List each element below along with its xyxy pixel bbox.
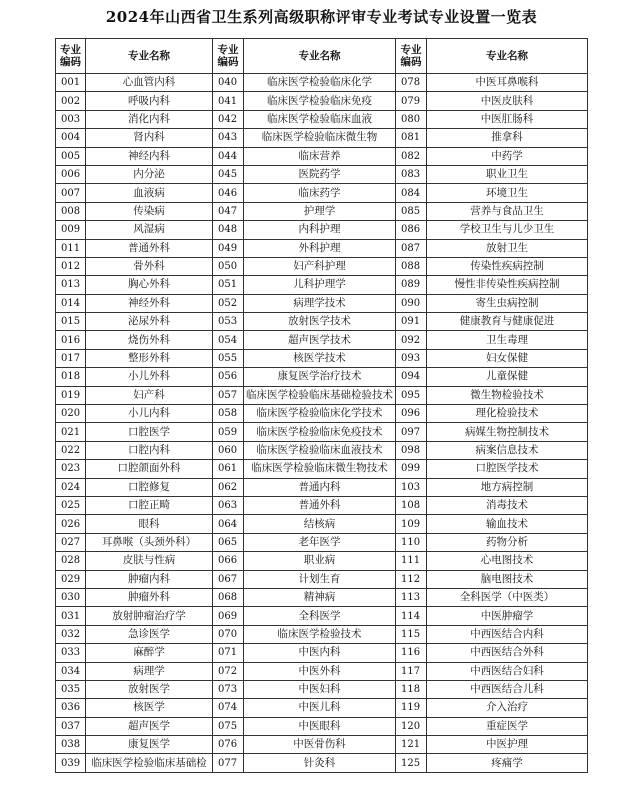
specialty-code: 034 xyxy=(56,662,86,680)
header-code: 专业 编码 xyxy=(56,39,86,74)
specialty-code: 046 xyxy=(213,184,244,202)
specialty-name: 临床医学检验临床基础检 xyxy=(86,754,213,772)
specialty-name: 皮肤与性病 xyxy=(86,552,213,570)
specialty-code: 016 xyxy=(56,331,86,349)
specialty-name: 康复医学 xyxy=(86,736,213,754)
table-row xyxy=(56,496,588,514)
table-row xyxy=(56,441,588,459)
specialty-name: 营养与食品卫生 xyxy=(427,202,588,220)
specialty-code: 057 xyxy=(213,386,244,404)
specialty-code: 023 xyxy=(56,460,86,478)
specialty-code: 092 xyxy=(396,331,427,349)
specialty-code: 090 xyxy=(396,294,427,312)
table-row xyxy=(56,588,588,606)
specialty-name: 临床药学 xyxy=(244,184,396,202)
specialty-name: 肿瘤外科 xyxy=(86,588,213,606)
specialty-name: 老年医学 xyxy=(244,533,396,551)
specialty-code: 064 xyxy=(213,515,244,533)
specialty-code: 094 xyxy=(396,368,427,386)
specialty-code: 021 xyxy=(56,423,86,441)
specialty-code: 110 xyxy=(396,533,427,551)
specialty-name: 中医内科 xyxy=(244,644,396,662)
specialty-name: 微生物检验技术 xyxy=(427,386,588,404)
specialty-name: 外科护理 xyxy=(244,239,396,257)
specialty-name: 慢性非传染性疾病控制 xyxy=(427,276,588,294)
specialty-code: 068 xyxy=(213,588,244,606)
specialty-name: 职业卫生 xyxy=(427,165,588,183)
table-row xyxy=(56,717,588,735)
specialty-name: 计划生育 xyxy=(244,570,396,588)
specialty-code: 055 xyxy=(213,349,244,367)
specialty-code: 037 xyxy=(56,717,86,735)
specialty-code: 111 xyxy=(396,552,427,570)
specialty-name: 临床营养 xyxy=(244,147,396,165)
specialty-name: 护理学 xyxy=(244,202,396,220)
specialty-name: 临床医学检验临床免疫技术 xyxy=(244,423,396,441)
table-row xyxy=(56,294,588,312)
specialty-name: 健康教育与健康促进 xyxy=(427,313,588,331)
specialty-name: 传染性疾病控制 xyxy=(427,257,588,275)
specialty-code: 059 xyxy=(213,423,244,441)
table-row xyxy=(56,202,588,220)
specialty-name: 神经外科 xyxy=(86,294,213,312)
header-code: 专业 编码 xyxy=(213,39,244,74)
specialty-code: 062 xyxy=(213,478,244,496)
specialty-name: 临床医学检验临床基础检验技术 xyxy=(244,386,396,404)
specialty-name: 小儿外科 xyxy=(86,368,213,386)
specialty-name: 神经内科 xyxy=(86,147,213,165)
specialty-code: 082 xyxy=(396,147,427,165)
specialty-code: 061 xyxy=(213,460,244,478)
specialty-name: 病媒生物控制技术 xyxy=(427,423,588,441)
table-row xyxy=(56,607,588,625)
specialty-code: 088 xyxy=(396,257,427,275)
specialty-code: 004 xyxy=(56,129,86,147)
specialty-code: 078 xyxy=(396,74,427,92)
specialty-code: 067 xyxy=(213,570,244,588)
specialty-name: 放射肿瘤治疗学 xyxy=(86,607,213,625)
specialty-code: 017 xyxy=(56,349,86,367)
specialty-code: 066 xyxy=(213,552,244,570)
specialty-code: 033 xyxy=(56,644,86,662)
specialty-table xyxy=(55,38,588,773)
specialty-name: 中西医结合儿科 xyxy=(427,680,588,698)
specialty-code: 103 xyxy=(396,478,427,496)
specialty-code: 041 xyxy=(213,92,244,110)
table-row xyxy=(56,515,588,533)
specialty-code: 011 xyxy=(56,239,86,257)
specialty-name: 肾内科 xyxy=(86,129,213,147)
specialty-code: 073 xyxy=(213,680,244,698)
specialty-code: 075 xyxy=(213,717,244,735)
specialty-code: 018 xyxy=(56,368,86,386)
specialty-name: 精神病 xyxy=(244,588,396,606)
table-row xyxy=(56,405,588,423)
specialty-code: 116 xyxy=(396,644,427,662)
specialty-name: 超声医学技术 xyxy=(244,331,396,349)
specialty-code: 077 xyxy=(213,754,244,772)
specialty-code: 099 xyxy=(396,460,427,478)
specialty-name: 临床医学检验临床血液 xyxy=(244,110,396,128)
specialty-name: 口腔医学技术 xyxy=(427,460,588,478)
specialty-name: 卫生毒理 xyxy=(427,331,588,349)
table-row xyxy=(56,552,588,570)
specialty-name: 中医护理 xyxy=(427,736,588,754)
specialty-code: 084 xyxy=(396,184,427,202)
specialty-name: 泌尿外科 xyxy=(86,313,213,331)
header-row xyxy=(56,39,588,74)
specialty-code: 108 xyxy=(396,496,427,514)
specialty-name: 病理学技术 xyxy=(244,294,396,312)
specialty-name: 全科医学 xyxy=(244,607,396,625)
specialty-name: 心电图技术 xyxy=(427,552,588,570)
table-row xyxy=(56,736,588,754)
specialty-code: 089 xyxy=(396,276,427,294)
specialty-code: 043 xyxy=(213,129,244,147)
table-row xyxy=(56,662,588,680)
specialty-name: 口腔颌面外科 xyxy=(86,460,213,478)
page-title: 2024年山西省卫生系列高级职称评审专业考试专业设置一览表 xyxy=(105,8,538,26)
specialty-code: 069 xyxy=(213,607,244,625)
specialty-name: 核医学技术 xyxy=(244,349,396,367)
specialty-code: 022 xyxy=(56,441,86,459)
specialty-code: 012 xyxy=(56,257,86,275)
specialty-name: 疼痛学 xyxy=(427,754,588,772)
specialty-code: 040 xyxy=(213,74,244,92)
specialty-name: 普通外科 xyxy=(244,496,396,514)
specialty-name: 推拿科 xyxy=(427,129,588,147)
specialty-name: 临床医学检验临床化学 xyxy=(244,74,396,92)
specialty-name: 内分泌 xyxy=(86,165,213,183)
specialty-code: 038 xyxy=(56,736,86,754)
specialty-name: 整形外科 xyxy=(86,349,213,367)
table-row xyxy=(56,313,588,331)
table-row xyxy=(56,533,588,551)
specialty-name: 康复医学治疗技术 xyxy=(244,368,396,386)
specialty-name: 输血技术 xyxy=(427,515,588,533)
header-name: 专业名称 xyxy=(244,39,396,74)
table-row xyxy=(56,221,588,239)
specialty-code: 065 xyxy=(213,533,244,551)
specialty-code: 027 xyxy=(56,533,86,551)
specialty-name: 消毒技术 xyxy=(427,496,588,514)
specialty-code: 054 xyxy=(213,331,244,349)
specialty-name: 超声医学 xyxy=(86,717,213,735)
specialty-code: 085 xyxy=(396,202,427,220)
specialty-name: 心血管内科 xyxy=(86,74,213,92)
specialty-code: 120 xyxy=(396,717,427,735)
specialty-code: 115 xyxy=(396,625,427,643)
table-row xyxy=(56,129,588,147)
specialty-code: 025 xyxy=(56,496,86,514)
table-row xyxy=(56,349,588,367)
table-row xyxy=(56,754,588,772)
specialty-name: 中医耳鼻喉科 xyxy=(427,74,588,92)
specialty-name: 临床医学检验临床微生物 xyxy=(244,129,396,147)
specialty-code: 047 xyxy=(213,202,244,220)
specialty-name: 普通外科 xyxy=(86,239,213,257)
specialty-name: 眼科 xyxy=(86,515,213,533)
specialty-code: 074 xyxy=(213,699,244,717)
specialty-name: 医院药学 xyxy=(244,165,396,183)
specialty-code: 006 xyxy=(56,165,86,183)
table-row xyxy=(56,478,588,496)
specialty-code: 117 xyxy=(396,662,427,680)
specialty-name: 临床医学检验临床血液技术 xyxy=(244,441,396,459)
specialty-code: 091 xyxy=(396,313,427,331)
specialty-name: 重症医学 xyxy=(427,717,588,735)
specialty-code: 031 xyxy=(56,607,86,625)
specialty-code: 058 xyxy=(213,405,244,423)
specialty-name: 妇产科护理 xyxy=(244,257,396,275)
table-row xyxy=(56,460,588,478)
specialty-code: 053 xyxy=(213,313,244,331)
specialty-code: 014 xyxy=(56,294,86,312)
specialty-name: 临床医学检验临床化学技术 xyxy=(244,405,396,423)
table-row xyxy=(56,644,588,662)
specialty-code: 109 xyxy=(396,515,427,533)
specialty-code: 003 xyxy=(56,110,86,128)
specialty-code: 002 xyxy=(56,92,86,110)
specialty-code: 080 xyxy=(396,110,427,128)
table-row xyxy=(56,165,588,183)
specialty-name: 核医学 xyxy=(86,699,213,717)
specialty-name: 临床医学检验临床免疫 xyxy=(244,92,396,110)
specialty-code: 051 xyxy=(213,276,244,294)
specialty-name: 传染病 xyxy=(86,202,213,220)
specialty-name: 儿童保健 xyxy=(427,368,588,386)
specialty-name: 耳鼻喉（头颈外科） xyxy=(86,533,213,551)
table-row xyxy=(56,239,588,257)
specialty-name: 脑电图技术 xyxy=(427,570,588,588)
specialty-code: 060 xyxy=(213,441,244,459)
specialty-name: 学校卫生与儿少卫生 xyxy=(427,221,588,239)
specialty-name: 风湿病 xyxy=(86,221,213,239)
specialty-code: 063 xyxy=(213,496,244,514)
specialty-name: 骨外科 xyxy=(86,257,213,275)
specialty-code: 112 xyxy=(396,570,427,588)
specialty-name: 血液病 xyxy=(86,184,213,202)
specialty-name: 理化检验技术 xyxy=(427,405,588,423)
specialty-code: 032 xyxy=(56,625,86,643)
specialty-name: 结核病 xyxy=(244,515,396,533)
specialty-name: 病理学 xyxy=(86,662,213,680)
specialty-name: 烧伤外科 xyxy=(86,331,213,349)
specialty-code: 045 xyxy=(213,165,244,183)
specialty-code: 008 xyxy=(56,202,86,220)
specialty-name: 肿瘤内科 xyxy=(86,570,213,588)
specialty-name: 普通内科 xyxy=(244,478,396,496)
specialty-name: 口腔医学 xyxy=(86,423,213,441)
specialty-code: 009 xyxy=(56,221,86,239)
specialty-code: 081 xyxy=(396,129,427,147)
specialty-code: 113 xyxy=(396,588,427,606)
table-row xyxy=(56,331,588,349)
specialty-code: 007 xyxy=(56,184,86,202)
specialty-code: 056 xyxy=(213,368,244,386)
specialty-code: 096 xyxy=(396,405,427,423)
table-row xyxy=(56,368,588,386)
header-name: 专业名称 xyxy=(86,39,213,74)
specialty-code: 098 xyxy=(396,441,427,459)
table-row xyxy=(56,276,588,294)
specialty-name: 妇女保健 xyxy=(427,349,588,367)
specialty-name: 中医妇科 xyxy=(244,680,396,698)
table-row xyxy=(56,680,588,698)
header-code: 专业 编码 xyxy=(396,39,427,74)
specialty-name: 中药学 xyxy=(427,147,588,165)
specialty-code: 093 xyxy=(396,349,427,367)
specialty-code: 048 xyxy=(213,221,244,239)
specialty-name: 放射医学 xyxy=(86,680,213,698)
specialty-code: 030 xyxy=(56,588,86,606)
header-name: 专业名称 xyxy=(427,39,588,74)
specialty-code: 114 xyxy=(396,607,427,625)
specialty-name: 中医儿科 xyxy=(244,699,396,717)
specialty-name: 职业病 xyxy=(244,552,396,570)
table-row xyxy=(56,625,588,643)
table-row xyxy=(56,74,588,92)
specialty-name: 临床医学检验临床微生物技术 xyxy=(244,460,396,478)
specialty-name: 中医皮肤科 xyxy=(427,92,588,110)
specialty-code: 118 xyxy=(396,680,427,698)
table-row xyxy=(56,92,588,110)
specialty-name: 小儿内科 xyxy=(86,405,213,423)
specialty-code: 024 xyxy=(56,478,86,496)
specialty-code: 039 xyxy=(56,754,86,772)
specialty-code: 044 xyxy=(213,147,244,165)
table-row xyxy=(56,257,588,275)
specialty-name: 中西医结合内科 xyxy=(427,625,588,643)
specialty-code: 071 xyxy=(213,644,244,662)
table-row xyxy=(56,699,588,717)
table-row xyxy=(56,570,588,588)
specialty-code: 079 xyxy=(396,92,427,110)
specialty-name: 中西医结合外科 xyxy=(427,644,588,662)
specialty-name: 环境卫生 xyxy=(427,184,588,202)
table-row xyxy=(56,423,588,441)
specialty-code: 001 xyxy=(56,74,86,92)
specialty-name: 针灸科 xyxy=(244,754,396,772)
specialty-code: 076 xyxy=(213,736,244,754)
specialty-code: 086 xyxy=(396,221,427,239)
specialty-name: 麻醉学 xyxy=(86,644,213,662)
specialty-code: 005 xyxy=(56,147,86,165)
specialty-code: 029 xyxy=(56,570,86,588)
specialty-code: 049 xyxy=(213,239,244,257)
specialty-name: 中医骨伤科 xyxy=(244,736,396,754)
specialty-name: 全科医学（中医类） xyxy=(427,588,588,606)
specialty-name: 病案信息技术 xyxy=(427,441,588,459)
specialty-code: 036 xyxy=(56,699,86,717)
specialty-name: 中西医结合妇科 xyxy=(427,662,588,680)
specialty-code: 119 xyxy=(396,699,427,717)
specialty-code: 052 xyxy=(213,294,244,312)
specialty-name: 地方病控制 xyxy=(427,478,588,496)
specialty-code: 121 xyxy=(396,736,427,754)
specialty-code: 083 xyxy=(396,165,427,183)
specialty-code: 097 xyxy=(396,423,427,441)
specialty-name: 口腔修复 xyxy=(86,478,213,496)
specialty-name: 药物分析 xyxy=(427,533,588,551)
specialty-code: 070 xyxy=(213,625,244,643)
specialty-code: 042 xyxy=(213,110,244,128)
specialty-code: 026 xyxy=(56,515,86,533)
table-row xyxy=(56,110,588,128)
specialty-name: 中医肛肠科 xyxy=(427,110,588,128)
specialty-code: 050 xyxy=(213,257,244,275)
specialty-name: 中医外科 xyxy=(244,662,396,680)
specialty-name: 儿科护理学 xyxy=(244,276,396,294)
specialty-name: 消化内科 xyxy=(86,110,213,128)
specialty-code: 125 xyxy=(396,754,427,772)
specialty-code: 035 xyxy=(56,680,86,698)
specialty-name: 妇产科 xyxy=(86,386,213,404)
specialty-name: 介入治疗 xyxy=(427,699,588,717)
specialty-name: 内科护理 xyxy=(244,221,396,239)
table-row xyxy=(56,147,588,165)
specialty-name: 中医肿瘤学 xyxy=(427,607,588,625)
specialty-name: 呼吸内科 xyxy=(86,92,213,110)
specialty-code: 072 xyxy=(213,662,244,680)
specialty-code: 015 xyxy=(56,313,86,331)
specialty-name: 放射医学技术 xyxy=(244,313,396,331)
specialty-code: 028 xyxy=(56,552,86,570)
specialty-code: 087 xyxy=(396,239,427,257)
specialty-code: 020 xyxy=(56,405,86,423)
specialty-name: 寄生虫病控制 xyxy=(427,294,588,312)
specialty-name: 口腔内科 xyxy=(86,441,213,459)
specialty-name: 临床医学检验技术 xyxy=(244,625,396,643)
specialty-name: 胸心外科 xyxy=(86,276,213,294)
specialty-name: 口腔正畸 xyxy=(86,496,213,514)
specialty-name: 放射卫生 xyxy=(427,239,588,257)
specialty-code: 095 xyxy=(396,386,427,404)
specialty-code: 013 xyxy=(56,276,86,294)
specialty-name: 中医眼科 xyxy=(244,717,396,735)
table-row xyxy=(56,386,588,404)
table-row xyxy=(56,184,588,202)
specialty-code: 019 xyxy=(56,386,86,404)
specialty-name: 急诊医学 xyxy=(86,625,213,643)
